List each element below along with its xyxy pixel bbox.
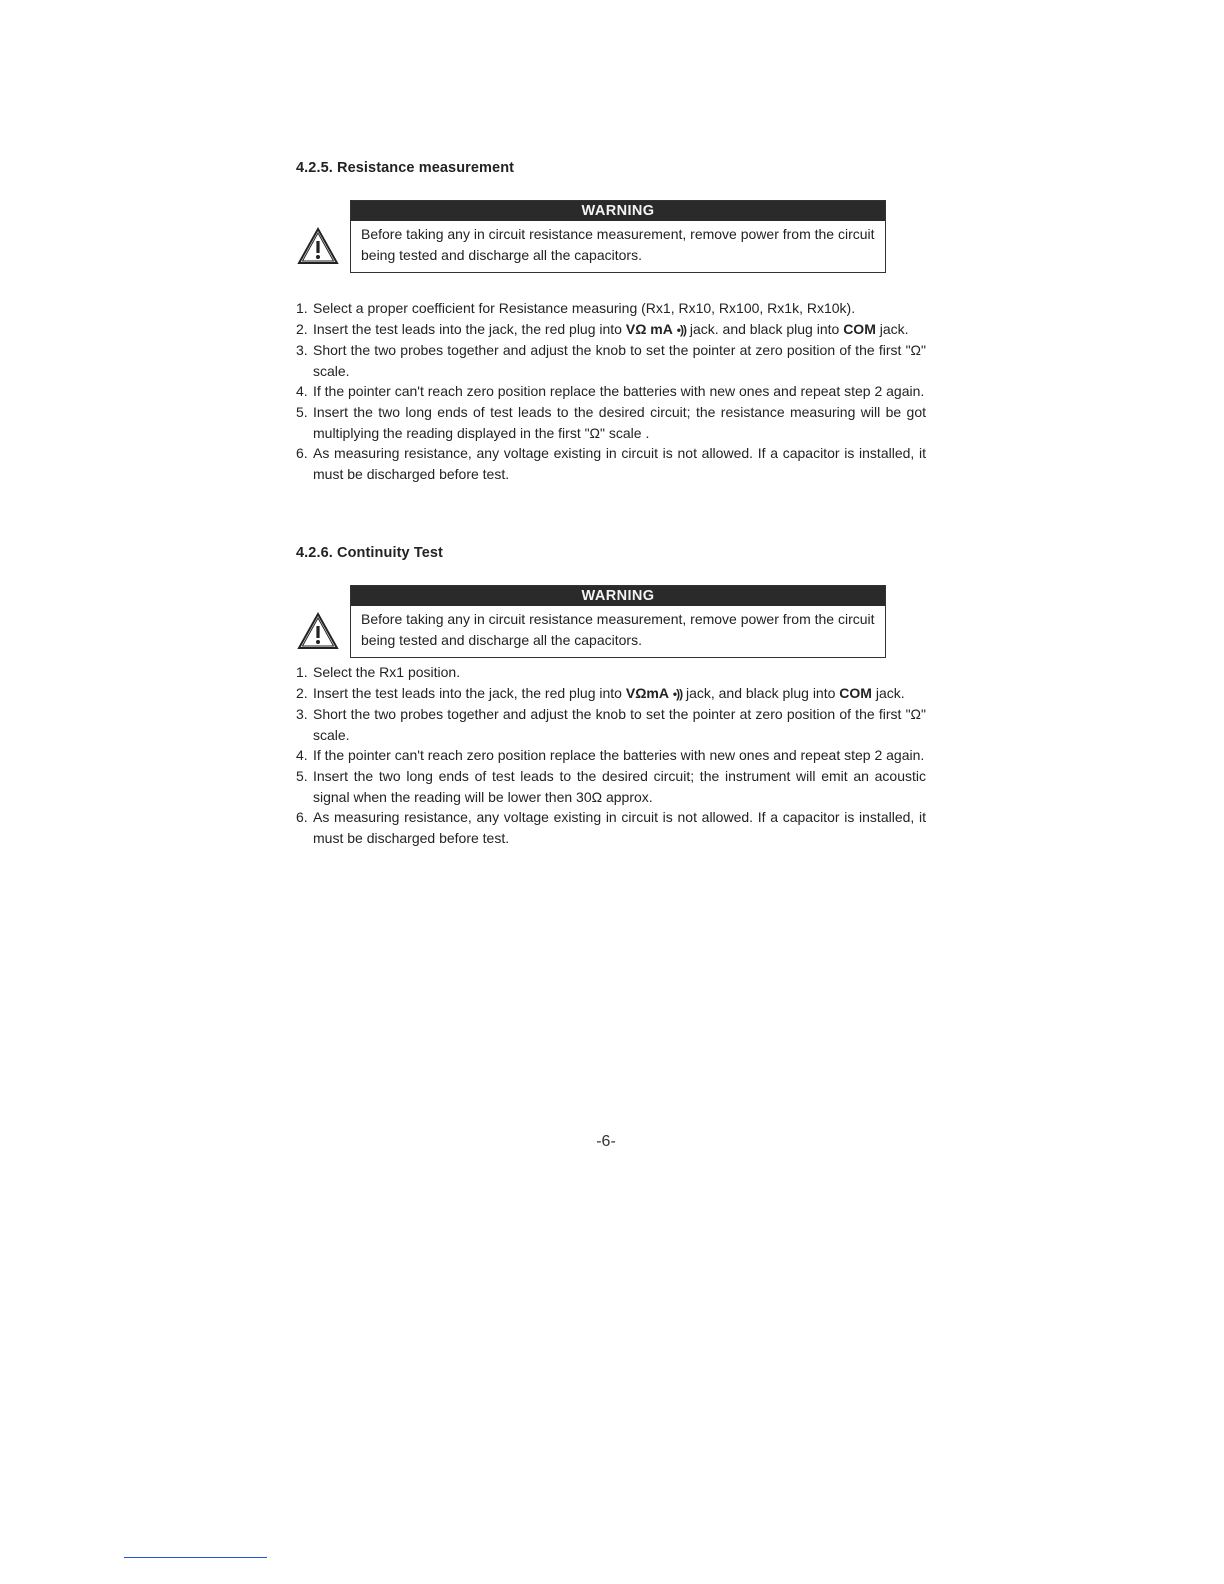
warning-title: WARNING	[351, 586, 885, 606]
list-item: 6. As measuring resistance, any voltage existing in circuit is not allowed. If a capacitor is installed, it must be discharged before test.	[296, 445, 926, 482]
list-item: 2. Insert the test leads into the jack, the red plug into VΩ mA •)) jack. and black plug into COM jack.	[296, 320, 909, 337]
list-item: 4. If the pointer can't reach zero position replace the batteries with new ones and repeat step 2 again.	[296, 747, 925, 764]
list-item: 3. Short the two probes together and adjust the knob to set the pointer at zero position of the first "Ω" scale.	[296, 342, 926, 379]
warning-triangle-icon	[296, 226, 340, 266]
buzzer-icon: •))	[676, 322, 686, 337]
footer-rule	[124, 1557, 267, 1558]
warning-title: WARNING	[351, 201, 885, 221]
warning-triangle-icon	[296, 611, 340, 651]
jack-label-vomega-ma: VΩ mA	[625, 320, 673, 337]
warning-block-continuity	[296, 585, 888, 663]
section-heading-resistance: 4.2.5. Resistance measurement	[296, 160, 515, 176]
list-item: 4. If the pointer can't reach zero position replace the batteries with new ones and repeat step 2 again.	[296, 383, 925, 400]
list-item: 5. Insert the two long ends of test leads to the desired circuit; the resistance measuring will be got multiplying the reading displayed in the first "Ω" scale .	[296, 403, 926, 441]
warning-box	[350, 200, 886, 273]
list-item: 3. Short the two probes together and adjust the knob to set the pointer at zero position of the first "Ω" scale.	[296, 706, 926, 743]
list-item: 1. Select a proper coefficient for Resistance measuring (Rx1, Rx10, Rx100, Rx1k, Rx10k).	[296, 300, 856, 316]
list-item: 1. Select the Rx1 position.	[296, 664, 461, 680]
warning-box	[350, 585, 886, 658]
jack-label-vomega-ma: VΩmA	[625, 684, 669, 701]
buzzer-icon: •))	[672, 686, 683, 701]
steps-list-continuity	[296, 662, 926, 848]
warning-block-resistance	[296, 200, 888, 278]
warning-text: Before taking any in circuit resistance measurement, remove power from the circuit being tested and discharge all the capacitors.	[361, 226, 875, 263]
warning-text: Before taking any in circuit resistance measurement, remove power from the circuit being tested and discharge all the capacitors.	[361, 611, 875, 648]
list-item: 6. As measuring resistance, any voltage existing in circuit is not allowed. If a capacitor is installed, it must be discharged before test.	[296, 809, 926, 846]
page-number: -6-	[596, 1133, 616, 1150]
jack-label-com: COM	[843, 320, 876, 337]
jack-label-com: COM	[839, 684, 872, 701]
list-item: 2. Insert the test leads into the jack, the red plug into VΩmA •)) jack, and black plug into COM jack.	[296, 684, 905, 701]
section-heading-continuity: 4.2.6. Continuity Test	[296, 545, 443, 561]
list-item: 5. Insert the two long ends of test leads to the desired circuit; the instrument will emit an acoustic signal when the reading will be lower then 30Ω approx.	[296, 767, 926, 805]
steps-list-resistance	[296, 298, 926, 484]
